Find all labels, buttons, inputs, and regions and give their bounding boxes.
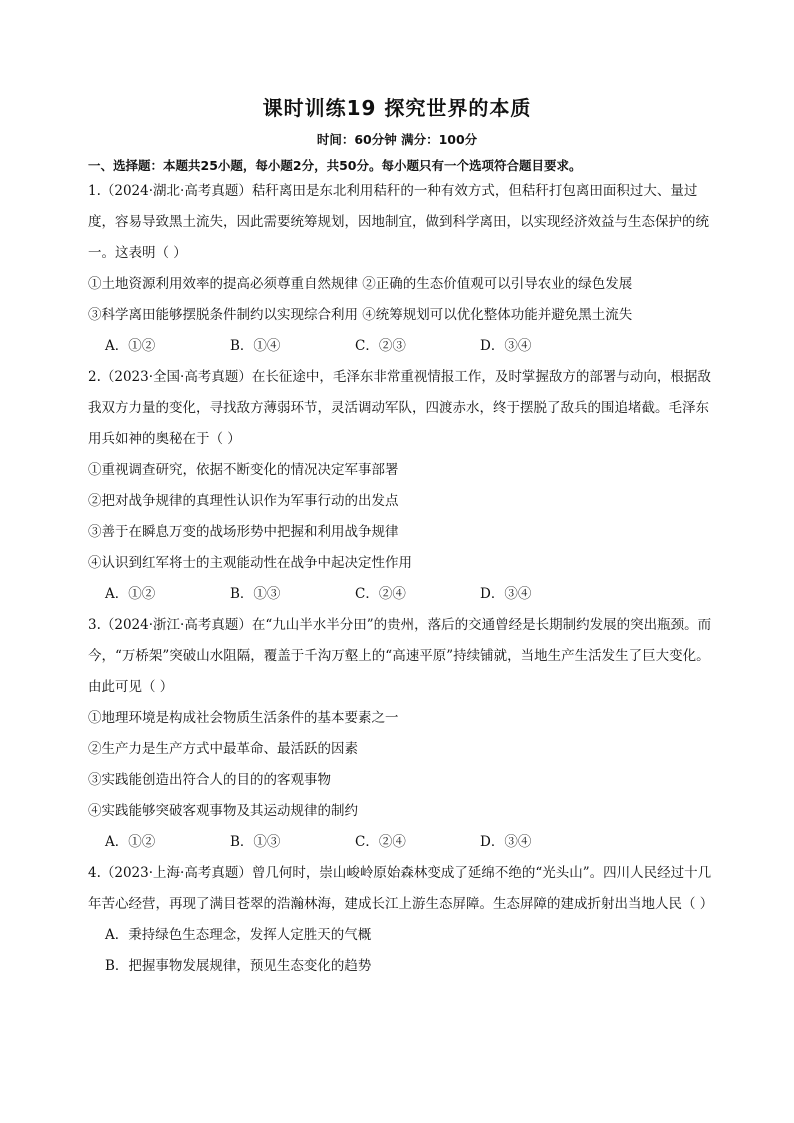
question-stem: 3.（2024·浙江·高考真题）在“九山半水半分田”的贵州，落后的交通曾经是长期制约发展的突出瓶颈。而今，“万桥架”突破山水阻隔，覆盖于千沟万壑上的“高速平原”持续铺就，当地生产生活发生了巨大变化。由此可见（ ） <box>88 617 712 695</box>
question-4 <box>88 858 714 982</box>
section-heading: 一、选择题：本题共25小题，每小题2分，共50分。每小题只有一个选项符合题目要求。 <box>88 158 582 173</box>
question-3 <box>88 610 714 858</box>
choice-a[interactable]: A．①② <box>105 338 156 354</box>
question-list <box>88 176 714 982</box>
question-stem: 2.（2023·全国·高考真题）在长征途中，毛泽东非常重视情报工作，及时掌握敌方的部署与动向，根据敌我双方力量的变化，寻找敌方薄弱环节，灵活调动军队，四渡赤水，终于摆脱了敌兵的围追堵截。毛泽东用兵如神的奥秘在于（ ） <box>88 369 711 447</box>
statement-1: ①重视调查研究，依据不断变化的情况决定军事部署 <box>88 462 399 478</box>
question-stem: 1.（2024·湖北·高考真题）秸秆离田是东北利用秸秆的一种有效方式，但秸秆打包离田面积过大、量过度，容易导致黑土流失，因此需要统筹规划，因地制宜，做到科学离田，以实现经济效益与生态保护的统一。这表明（ ） <box>88 183 709 261</box>
statement-2: ②把对战争规律的真理性认识作为军事行动的出发点 <box>88 493 399 509</box>
answer-choices <box>88 331 714 362</box>
choice-a[interactable]: A．①② <box>105 586 156 602</box>
choice-a[interactable]: A．①② <box>105 834 156 850</box>
answer-choices <box>88 827 714 858</box>
statement-1: ①地理环境是构成社会物质生活条件的基本要素之一 <box>88 710 399 726</box>
choice-d[interactable]: D．③④ <box>480 338 532 354</box>
choice-b[interactable]: B．①④ <box>230 338 281 354</box>
statement-line: ③科学离田能够摆脱条件制约以实现综合利用 ④统筹规划可以优化整体功能并避免黑土流失 <box>88 307 633 323</box>
choice-c[interactable]: C．②④ <box>355 586 406 602</box>
choice-b[interactable]: B．①③ <box>230 834 281 850</box>
statement-line: ①土地资源利用效率的提高必须尊重自然规律 ②正确的生态价值观可以引导农业的绿色发展 <box>88 276 633 292</box>
choice-b[interactable]: B．把握事物发展规律，预见生态变化的趋势 <box>105 958 372 974</box>
statement-4: ④实践能够突破客观事物及其运动规律的制约 <box>88 803 358 819</box>
choice-b[interactable]: B．①③ <box>230 586 281 602</box>
answer-choices <box>88 579 714 610</box>
choice-c[interactable]: C．②③ <box>355 338 406 354</box>
exam-info: 时间：60分钟 满分：100分 <box>316 132 478 147</box>
choice-d[interactable]: D．③④ <box>480 834 532 850</box>
statement-2: ②生产力是生产方式中最革命、最活跃的因素 <box>88 741 358 757</box>
choice-d[interactable]: D．③④ <box>480 586 532 602</box>
question-1 <box>88 176 714 362</box>
question-stem: 4.（2023·上海·高考真题）曾几何时，崇山峻岭原始森林变成了延绵不绝的“光头山”。四川人民经过十几年苦心经营，再现了满目苍翠的浩瀚林海，建成长江上游生态屏障。生态屏障的建成折射出当地人民（ ） <box>88 865 714 912</box>
question-2 <box>88 362 714 610</box>
statement-3: ③善于在瞬息万变的战场形势中把握和利用战争规律 <box>88 524 399 540</box>
statement-4: ④认识到红军将士的主观能动性在战争中起决定性作用 <box>88 555 412 571</box>
choice-c[interactable]: C．②④ <box>355 834 406 850</box>
page-title: 课时训练19 探究世界的本质 <box>262 96 532 120</box>
choice-a[interactable]: A．秉持绿色生态理念，发挥人定胜天的气概 <box>105 927 372 943</box>
statement-3: ③实践能创造出符合人的目的的客观事物 <box>88 772 331 788</box>
